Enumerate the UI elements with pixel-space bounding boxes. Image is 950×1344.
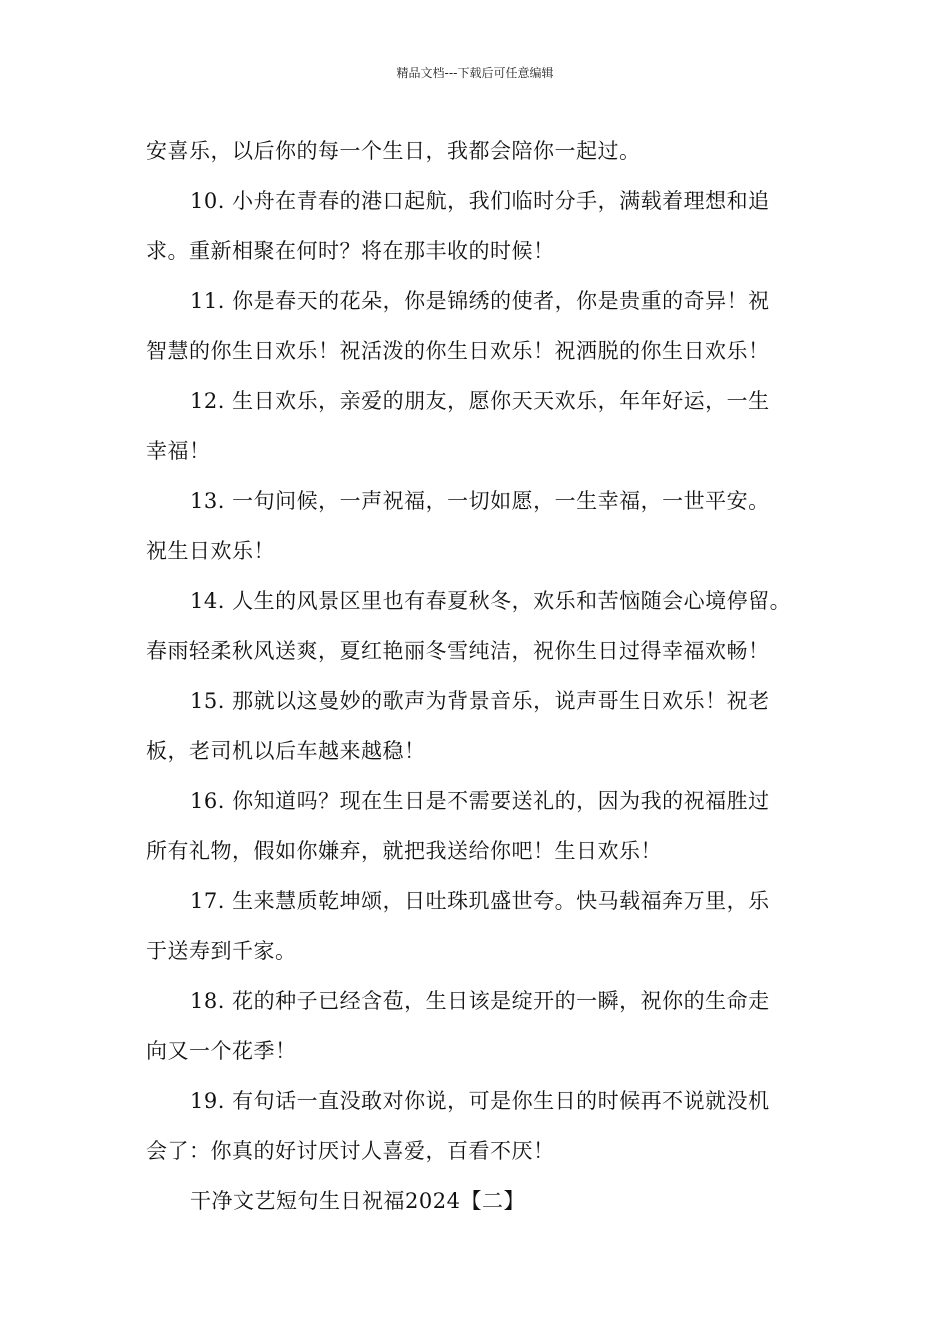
wish-item-13: 13. 一句问候，一声祝福，一切如愿，一生幸福，一世平安。 <box>190 489 770 513</box>
document-body <box>146 126 818 1226</box>
text-line: 智慧的你生日欢乐！祝活泼的你生日欢乐！祝洒脱的你生日欢乐！ <box>146 339 770 363</box>
wish-item-19: 19. 有句话一直没敢对你说，可是你生日的时候再不说就没机 <box>190 1089 770 1113</box>
section-heading: 干净文艺短句生日祝福2024【二】 <box>190 1189 525 1213</box>
text-line: 会了：你真的好讨厌讨人喜爱，百看不厌！ <box>146 1139 555 1163</box>
wish-item-14: 14. 人生的风景区里也有春夏秋冬，欢乐和苦恼随会心境停留。 <box>190 589 792 613</box>
text-line: 板，老司机以后车越来越稳！ <box>146 739 426 763</box>
text-line: 于送寿到千家。 <box>146 939 297 963</box>
wish-item-12: 12. 生日欢乐，亲爱的朋友，愿你天天欢乐，年年好运，一生 <box>190 389 770 413</box>
text-line: 所有礼物，假如你嫌弃，就把我送给你吧！生日欢乐！ <box>146 839 662 863</box>
text-line: 祝生日欢乐！ <box>146 539 275 563</box>
page-header: 精品文档---下载后可任意编辑 <box>396 66 554 80</box>
wish-item-16: 16. 你知道吗？现在生日是不需要送礼的，因为我的祝福胜过 <box>190 789 770 813</box>
wish-item-11: 11. 你是春天的花朵，你是锦绣的使者，你是贵重的奇异！祝 <box>190 289 770 313</box>
wish-item-18: 18. 花的种子已经含苞，生日该是绽开的一瞬，祝你的生命走 <box>190 989 770 1013</box>
wish-item-10: 10. 小舟在青春的港口起航，我们临时分手，满载着理想和追 <box>190 189 770 213</box>
wish-item-17: 17. 生来慧质乾坤颂，日吐珠玑盛世夸。快马载福奔万里，乐 <box>190 889 770 913</box>
text-line: 向又一个花季！ <box>146 1039 297 1063</box>
text-line: 春雨轻柔秋风送爽，夏红艳丽冬雪纯洁，祝你生日过得幸福欢畅！ <box>146 639 770 663</box>
text-line: 求。重新相聚在何时？将在那丰收的时候！ <box>146 239 555 263</box>
text-line: 安喜乐，以后你的每一个生日，我都会陪你一起过。 <box>146 139 641 163</box>
text-line: 幸福！ <box>146 439 211 463</box>
wish-item-15: 15. 那就以这曼妙的歌声为背景音乐，说声哥生日欢乐！祝老 <box>190 689 770 713</box>
